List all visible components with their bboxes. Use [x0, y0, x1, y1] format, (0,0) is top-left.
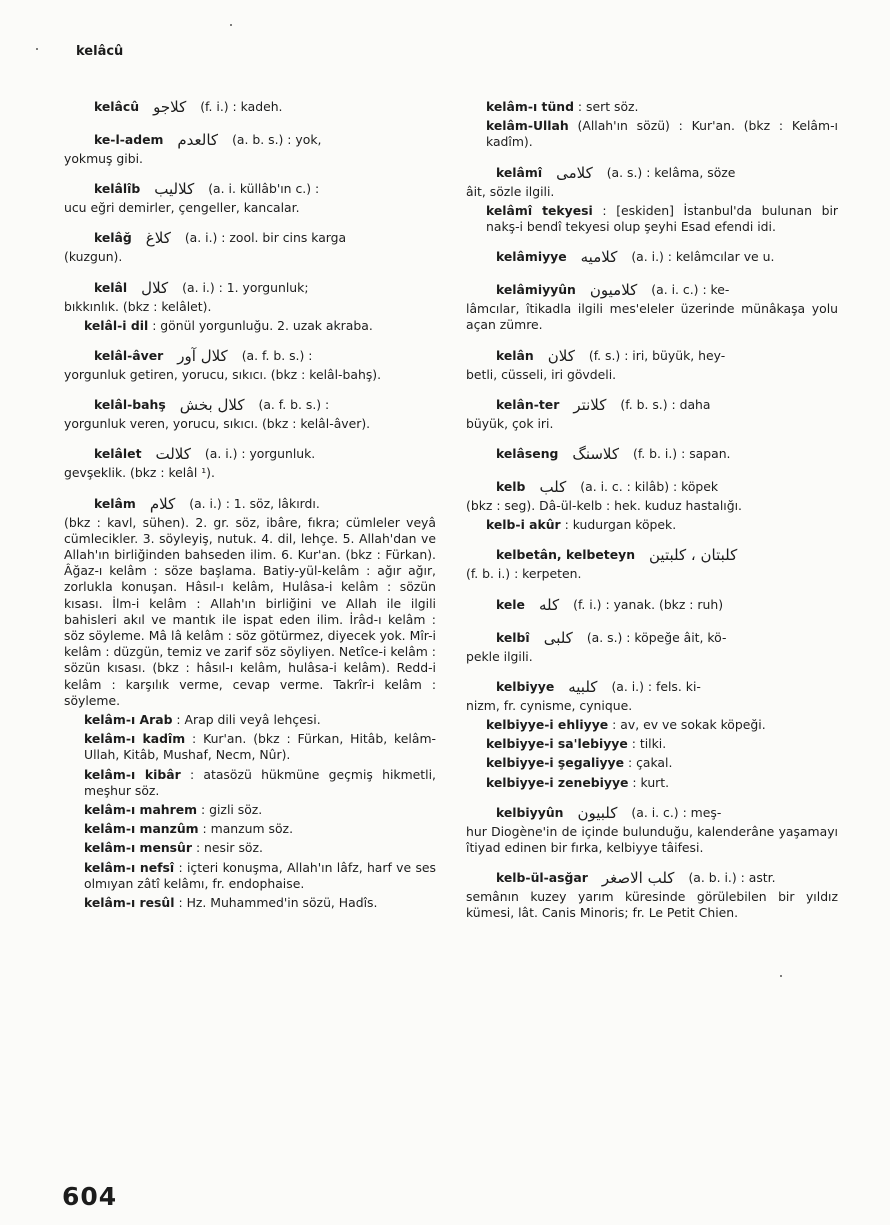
sub-entry [466, 775, 838, 791]
sub-definition: : Kur'an. (bkz : Fürkan, Hitâb, kelâm-Ullah, Kitâb, Mushaf, Necm, Nûr). [84, 731, 436, 763]
headword: kelbî [496, 629, 530, 645]
headword: kelbiyye [496, 678, 555, 694]
dictionary-entry [64, 493, 436, 912]
entry-headline [466, 394, 838, 416]
sub-entry [64, 860, 436, 892]
arabic-script: کله [538, 595, 560, 614]
entry-headline [64, 277, 436, 299]
entry-definition: semânın kuzey yarım küresinde görülebilen bir yıldız kümesi, lât. Canis Minoris; fr. Le Petit Chien. [466, 889, 838, 921]
entry-definition-start: (f. i.) : yanak. (bkz : ruh) [573, 596, 724, 612]
dictionary-entry [466, 394, 838, 432]
entry-definition-start: (a. i.) : 1. yorgunluk; [182, 279, 309, 295]
dictionary-entry [466, 443, 838, 465]
entry-definition: (bkz : seg). Dâ-ül-kelb : hek. kuduz hastalığı. [466, 498, 742, 514]
headword: kelâmî [496, 164, 543, 180]
dictionary-entry [466, 594, 838, 616]
sub-definition: : sert söz. [577, 99, 639, 114]
arabic-script: کلاسنگ [572, 444, 620, 463]
sub-entry [64, 318, 436, 334]
scan-speck [230, 24, 232, 26]
sub-definition: : tilki. [631, 736, 667, 752]
sub-definition: (Allah'ın sözü) : Kur'an. (bkz : Kelâm-ı kadîm). [486, 118, 838, 150]
arabic-script: کلاجو [153, 97, 187, 116]
headword: ke-l-adem [94, 131, 164, 147]
arabic-script: کلال آور [177, 346, 228, 365]
sub-definition: : kudurgan köpek. [564, 517, 677, 533]
headword: kele [496, 596, 525, 612]
sub-definition: : Hz. Muhammed'in sözü, Hadîs. [178, 895, 378, 911]
dictionary-entry [466, 279, 838, 333]
sub-entry [64, 712, 436, 728]
dictionary-entry [466, 627, 838, 665]
sub-headword: kelâm-Ullah [486, 118, 569, 134]
entry-definition: hur Diogène'in de içinde bulunduğu, kalenderâne yaşamayı îtiyad edinen bir fırka, kelbiyye tâifesi. [466, 823, 838, 856]
headword: kelâmiyye [496, 249, 567, 265]
entry-headline [466, 162, 838, 184]
sub-headword: kelâm-ı manzûm [84, 821, 199, 837]
entry-definition: nizm, fr. cynisme, cynique. [466, 697, 633, 713]
entry-headline [466, 867, 838, 889]
headword: kelân [496, 347, 534, 363]
arabic-script: کلامیه [580, 248, 618, 267]
entry-definition-start: (f. i.) : kadeh. [200, 98, 283, 114]
arabic-script: کلام [149, 494, 176, 513]
entry-headline [466, 544, 838, 566]
dictionary-entry [64, 443, 436, 481]
entry-definition-start: (a. i. küllâb'ın c.) : [208, 181, 320, 197]
entry-definition: (kuzgun). [64, 249, 123, 265]
arabic-script: کلب الاصغر [601, 869, 675, 888]
dictionary-entry [64, 277, 436, 334]
arabic-script: کالعدم [177, 130, 219, 149]
arabic-script: کلاغ [145, 229, 171, 248]
dictionary-entry [466, 476, 838, 533]
headword: kelâcû [94, 98, 140, 114]
entry-definition-start: (a. s.) : köpeğe âit, kö- [586, 629, 727, 645]
sub-definition: : Arap dili veyâ lehçesi. [176, 712, 321, 728]
arabic-script: کلامی [556, 163, 593, 182]
entry-definition: yorgunluk veren, yorucu, sıkıcı. (bkz : kelâl-âver). [64, 416, 371, 432]
entry-definition-start: (a. i.) : kelâmcılar ve u. [631, 249, 775, 265]
sub-headword: kelbiyye-i şegaliyye [486, 755, 624, 771]
sub-entry [466, 99, 838, 115]
sub-entry [466, 517, 838, 533]
right-column [466, 96, 838, 922]
dictionary-entry [64, 227, 436, 265]
dictionary-entry [466, 99, 838, 151]
entry-definition-start: (a. i. c.) : ke- [651, 282, 730, 298]
arabic-script: کلبی [543, 628, 573, 647]
arabic-script: کلالت [155, 445, 191, 464]
arabic-script: کلب [539, 477, 567, 496]
entry-headline [466, 345, 838, 367]
entry-definition: ucu eğri demirler, çengeller, kancalar. [64, 200, 300, 216]
headword: kelâmiyyûn [496, 282, 576, 298]
scan-speck [36, 48, 38, 50]
headword: kelâseng [496, 445, 559, 461]
dictionary-entry [64, 345, 436, 383]
entry-headline [466, 802, 838, 824]
headword: kelâl [94, 279, 128, 295]
entry-definition: yorgunluk getiren, yorucu, sıkıcı. (bkz : kelâl-bahş). [64, 367, 382, 383]
entry-definition: pekle ilgili. [466, 648, 533, 664]
sub-headword: kelâm-ı nefsî [84, 859, 175, 875]
sub-definition: : manzum söz. [202, 821, 294, 837]
entry-definition-start: (a. b. i.) : astr. [688, 870, 776, 886]
sub-entry [466, 736, 838, 752]
sub-headword: kelbiyye-i ehliyye [486, 717, 609, 733]
dictionary-entry [466, 867, 838, 921]
entry-headline [64, 493, 436, 515]
entry-headline [64, 96, 436, 118]
sub-definition: : av, ev ve sokak köpeği. [612, 717, 766, 733]
sub-definition: : gönül yorgunluğu. 2. uzak akraba. [152, 317, 373, 333]
entry-definition: âit, sözle ilgili. [466, 183, 555, 199]
dictionary-entry [466, 802, 838, 856]
sub-entry [466, 203, 838, 235]
sub-entry [466, 755, 838, 771]
sub-definition: : gizli söz. [201, 802, 263, 818]
left-column [64, 96, 436, 911]
entry-definition-start: (a. i.) : yorgunluk. [204, 446, 316, 462]
arabic-script: کلان [547, 346, 575, 365]
entry-headline [466, 476, 838, 498]
dictionary-entry [466, 544, 838, 582]
entry-definition-start: (f. b. i.) : sapan. [633, 445, 731, 461]
headword: kelân-ter [496, 396, 560, 412]
headword: kelâlîb [94, 181, 141, 197]
sub-definition: : içteri konuşma, Allah'ın lâfz, harf ve ses olmıyan zâtî kelâmı, fr. endophaise. [84, 859, 436, 891]
arabic-script: کلال [141, 278, 169, 297]
entry-definition: gevşeklik. (bkz : kelâl ¹). [64, 465, 215, 481]
arabic-script: کلانتر [573, 395, 607, 414]
entry-definition: yokmuş gibi. [64, 151, 143, 166]
sub-entry [64, 802, 436, 818]
entry-definition-start: (a. i. c. : kilâb) : köpek [580, 478, 719, 494]
entry-headline [64, 443, 436, 465]
scan-speck [780, 975, 782, 977]
headword: kelâğ [94, 230, 132, 246]
sub-headword: kelâm-ı kibâr [84, 766, 181, 782]
sub-headword: kelâm-ı tünd [486, 99, 574, 114]
sub-entry [64, 731, 436, 763]
entry-definition: lâmcılar, îtikadla ilgili mes'eleler üzerinde münâkaşa yolu açan zümre. [466, 301, 838, 333]
sub-entry [64, 767, 436, 799]
dictionary-entry [466, 162, 838, 236]
headword: kelâl-âver [94, 347, 164, 363]
sub-definition: : kurt. [632, 774, 670, 790]
sub-definition: : nesir söz. [195, 840, 263, 856]
sub-headword: kelâl-i dil [84, 317, 149, 333]
sub-headword: kelâmî tekyesi [486, 202, 593, 218]
entry-definition-start: (f. b. s.) : daha [620, 396, 711, 412]
entry-headline [466, 676, 838, 698]
sub-entry [64, 895, 436, 911]
arabic-script: کلالیب [154, 180, 195, 199]
sub-definition: : atasözü hükmüne geçmiş hikmetli, meşhur söz. [84, 766, 436, 798]
running-head: kelâcû [76, 44, 124, 59]
entry-headline [466, 627, 838, 649]
entry-definition-start: (a. i.) : fels. ki- [611, 678, 701, 694]
entry-headline [64, 178, 436, 200]
sub-headword: kelâm-ı resûl [84, 895, 175, 911]
entry-definition-start: (a. i.) : zool. bir cins karga [184, 230, 347, 246]
arabic-script: کلال بخش [179, 396, 245, 415]
headword: kelâm [94, 495, 136, 511]
entry-headline [466, 594, 838, 616]
arabic-script: کلبتان ، کلبتین [649, 546, 738, 565]
sub-entry [466, 717, 838, 733]
entry-headline [466, 443, 838, 465]
sub-headword: kelb-i akûr [486, 517, 561, 533]
entry-headline [64, 227, 436, 249]
sub-headword: kelâm-ı mahrem [84, 802, 198, 818]
entry-headline [64, 394, 436, 416]
entry-definition: (f. b. i.) : kerpeten. [466, 566, 582, 582]
headword: kelbiyyûn [496, 804, 564, 820]
entry-definition-start: (a. b. s.) : yok, [232, 131, 322, 147]
dictionary-entry [64, 394, 436, 432]
entry-definition-start: (a. i.) : 1. söz, lâkırdı. [189, 495, 320, 511]
entry-headline [64, 345, 436, 367]
headword: kelb-ül-asğar [496, 870, 588, 886]
dictionary-entry [64, 96, 436, 118]
headword: kelb [496, 478, 526, 494]
arabic-script: کلبیه [568, 677, 598, 696]
sub-headword: kelâm-ı mensûr [84, 840, 192, 856]
headword: kelâl-bahş [94, 397, 166, 413]
entry-definition: (bkz : kavl, sühen). 2. gr. söz, ibâre, fıkra; cümleler veyâ cümlecikler. 3. söyleyiş, nutuk. 4. dil, lehçe. 5. Allah'dan ve Allah'ın birliğinden bahseden ilim. 6. Kur'an. (bkz : Fürkan). Âğaz-ı kelâm : söze başlama. Batiy-yül-kelâm : ağır ağır, zorlukla konuşan. Hâsıl-ı kelâm, Hulâsa-i kelâm : sözün kısası. İlm-i kelâm : Allah'ın birliğini ve Allah ile ilgili bahisleri akıl ve mantık ile ispat eden ilim. İrâd-ı kelâm : söz söyleme. Mâ lâ kelâm : söz götürmez, diyecek yok. Mîr-i kelâm : düzgün, temiz ve zarif söz söyliyen. Netîce-i kelâm : sözün kısası. (bkz : hâsıl-ı kelâm, hulâsa-i kelâm). Redd-i kelâm : karşılık verme, cevap verme. Takrîr-i kelâm : söyleme. [64, 514, 436, 708]
headword: kelâlet [94, 446, 142, 462]
entry-definition: büyük, çok iri. [466, 415, 554, 431]
sub-headword: kelâm-ı Arab [84, 712, 173, 728]
sub-definition: : çakal. [627, 755, 673, 771]
entry-headline [466, 279, 838, 301]
arabic-script: کلبیون [577, 803, 618, 822]
entry-definition: betli, cüsseli, iri gövdeli. [466, 366, 617, 382]
arabic-script: کلامیون [589, 281, 638, 300]
sub-headword: kelbiyye-i sa'lebiyye [486, 736, 628, 752]
dictionary-entry [64, 129, 436, 167]
entry-headline [466, 246, 838, 268]
entry-definition-start: (a. f. b. s.) : [241, 347, 313, 363]
entry-definition-start: (a. i. c.) : meş- [631, 804, 722, 820]
sub-entry [64, 840, 436, 856]
entry-headline [64, 129, 436, 151]
headword: kelbetân, kelbeteyn [496, 547, 636, 563]
page-number: 604 [62, 1182, 118, 1211]
entry-definition-start: (f. s.) : iri, büyük, hey- [588, 347, 726, 363]
sub-entry [64, 821, 436, 837]
dictionary-entry [466, 345, 838, 383]
sub-headword: kelâm-ı kadîm [84, 731, 186, 747]
entry-definition-start: (a. f. b. s.) : [258, 397, 330, 413]
dictionary-entry [466, 676, 838, 791]
dictionary-entry [466, 246, 838, 268]
sub-definition: : [eskiden] İstanbul'da bulunan bir nakş-i bendî tekyesi olup şeyhi Esad efendi idi. [486, 202, 838, 235]
entry-definition-start: (a. s.) : kelâma, söze [606, 164, 736, 180]
dictionary-entry [64, 178, 436, 216]
sub-headword: kelbiyye-i zenebiyye [486, 774, 629, 790]
entry-definition: bıkkınlık. (bkz : kelâlet). [64, 298, 212, 314]
sub-entry [466, 118, 838, 150]
